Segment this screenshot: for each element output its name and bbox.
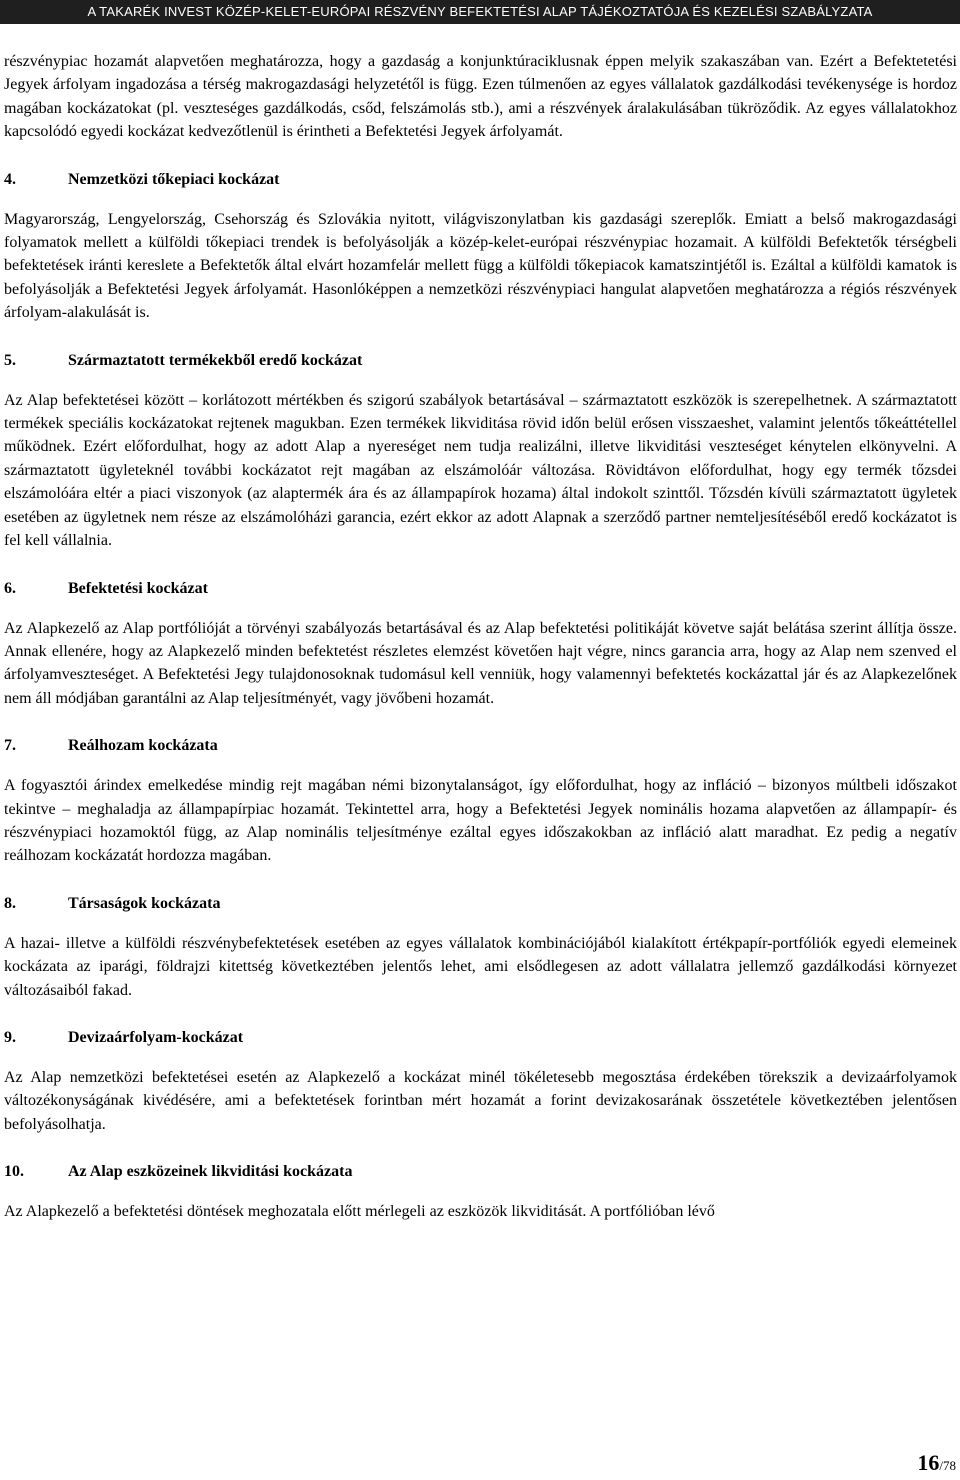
section-title: Származtatott termékekből eredő kockázat <box>68 351 363 369</box>
page-number <box>917 1450 956 1476</box>
section-title: Nemzetközi tőkepiaci kockázat <box>68 170 280 188</box>
section-title: Befektetési kockázat <box>68 579 208 597</box>
section-title: Társaságok kockázata <box>68 894 221 912</box>
section-7-text: A fogyasztói árindex emelkedése mindig rejt magában némi bizonytalanságot, így előfordulhat, hogy az infláció – bizonyos múltbeli időszakot tekintve – meghaladja az állampapírpiac hozamát. Tekintettel arra, hogy a Befektetési Jegyek nominális hozama alapvetően az állampapír- és részvénypiaci hozamoktól függ, az Alap nominális teljesítménye ezáltal egyes időszakokban az infláció alatt maradhat. Ez pedig a negatív reálhozam kockázatát hordozza magában. <box>4 777 957 865</box>
section-9-text: Az Alap nemzetközi befektetései esetén az Alapkezelő a kockázat minél tökéletesebb megosztása érdekében törekszik a devizaárfolyamok változékonyságának kivédésére, ami a befektetések forintban mért hozamát a forint devizakosarának összetétele következtében jelentősen befolyásolhatja. <box>4 1068 957 1133</box>
section-number: 5. <box>4 351 16 369</box>
section-5-text: Az Alap befektetései között – korlátozott mértékben és szigorú szabályok betartásával – származtatott eszközök is szerepelhetnek. A származtatott termékek speciális kockázatokat rejtenek magukban. Ezen termékek likviditása rövid időn belül erősen visszaeshet, valamint jelentős tőkeáttétellel működnek. Ezért előfordulhat, hogy az adott Alap a nyereséget nem tudja realizálni, illetve likviditási veszteséget kénytelen elkönyvelni. A származtatott ügyleteknél további kockázatot rejt magában az elszámolóár változása. Rövidtávon előfordulhat, hogy egy termék tőzsdei elszámolóára eltér a piaci viszonyok (az alaptermék ára és az állampapírok hozama) által indokolt szinttől. Tőzsdén kívüli származtatott ügyletek esetében az ügyletnek nem része az elszámolóházi garancia, ezért ekkor az adott Alapnak a szerződő partner nemteljesítéséből eredő kockázatot is fel kell vállalnia. <box>4 391 957 550</box>
section-10-text: Az Alapkezelő a befektetési döntések meghozatala előtt mérlegeli az eszközök likviditását. A portfólióban lévő <box>4 1203 715 1221</box>
section-number: 6. <box>4 579 16 597</box>
document-header <box>0 0 960 24</box>
section-6-text: Az Alapkezelő az Alap portfólióját a törvényi szabályozás betartásával és az Alap befektetési politikáját követve saját belátása szerint állítja össze. Annak ellenére, hogy az Alapkezelő minden befektetést részletes elemzést követően hajt végre, nincs garancia arra, hogy az Alap nem szenved el árfolyamveszteséget. A Befektetési Jegy tulajdonosoknak tudomásul kell venniük, hogy valamennyi befektetés kockázattal jár és az Alapkezelőnek nem áll módjában garantálni az Alap teljesítményét, vagy jövőbeni hozamát. <box>4 619 957 707</box>
section-number: 9. <box>4 1028 16 1046</box>
section-title: Reálhozam kockázata <box>68 737 218 755</box>
section-heading-5 <box>4 351 957 371</box>
section-heading-9 <box>4 1028 957 1048</box>
section-heading-4 <box>4 170 957 190</box>
intro-paragraph: részvénypiac hozamát alapvetően meghatározza, hogy a gazdaság a konjunktúraciklusnak éppen melyik szakaszában van. Ezért a Befektetetési Jegyek árfolyam ingadozása a térség makrogazdasági helyzetétől is függ. Ezen túlmenően az egyes vállalatok gazdálkodási tevékenysége is hordoz magában kockázatokat (pl. veszteséges gazdálkodás, csőd, felszámolás stb.), ami a részvények áralakulásában tükröződik. Az egyes vállalatokhoz kapcsolódó egyedi kockázat kedvezőtlenül is érintheti a Befektetési Jegyek árfolyamát. <box>4 53 957 141</box>
section-heading-8 <box>4 894 957 914</box>
section-number: 8. <box>4 894 16 912</box>
section-heading-6 <box>4 579 957 599</box>
section-heading-10 <box>4 1162 957 1182</box>
section-title: Devizaárfolyam-kockázat <box>68 1028 244 1046</box>
page-current: 16 <box>917 1450 940 1475</box>
section-number: 4. <box>4 170 16 188</box>
document-body <box>4 50 957 1224</box>
page-total: /78 <box>939 1458 956 1473</box>
section-number: 7. <box>4 737 16 755</box>
section-title: Az Alap eszközeinek likviditási kockázata <box>68 1163 353 1181</box>
section-4-text: Magyarország, Lengyelország, Csehország és Szlovákia nyitott, világviszonylatban kis gazdasági szereplők. Emiatt a belső makrogazdasági folyamatok mellett a külföldi tőkepiaci trendek is befolyásolják a közép-kelet-európai részvénypiac hozamait. A külföldi Befektetők térségbeli befektetések iránti kereslete a Befektetők által elvárt hozamfelár mellett függ a külföldi tőkepiacok kamatszintjétől is. Ezáltal a külföldi kamatok is befolyásolják a Befektetési Jegyek árfolyamát. Hasonlóképpen a nemzetközi részvénypiaci hangulat alapvetően meghatározza a régiós részvények árfolyam-alakulását is. <box>4 210 957 322</box>
section-number: 10. <box>4 1163 24 1181</box>
header-title: A TAKARÉK INVEST KÖZÉP-KELET-EURÓPAI RÉSZVÉNY BEFEKTETÉSI ALAP TÁJÉKOZTATÓJA ÉS KEZELÉSI SZABÁLYZATA <box>87 4 873 19</box>
section-heading-7 <box>4 736 957 756</box>
section-8-text: A hazai- illetve a külföldi részvénybefektetések esetében az egyes vállalatok kombinációjából kialakított értékpapír-portfóliók egyedi elemeinek kockázata az iparági, földrajzi kitettség következtében jelentős lehet, ami elsődlegesen az adott vállalatra jellemző gazdálkodási környezet változásaiból fakad. <box>4 934 957 999</box>
